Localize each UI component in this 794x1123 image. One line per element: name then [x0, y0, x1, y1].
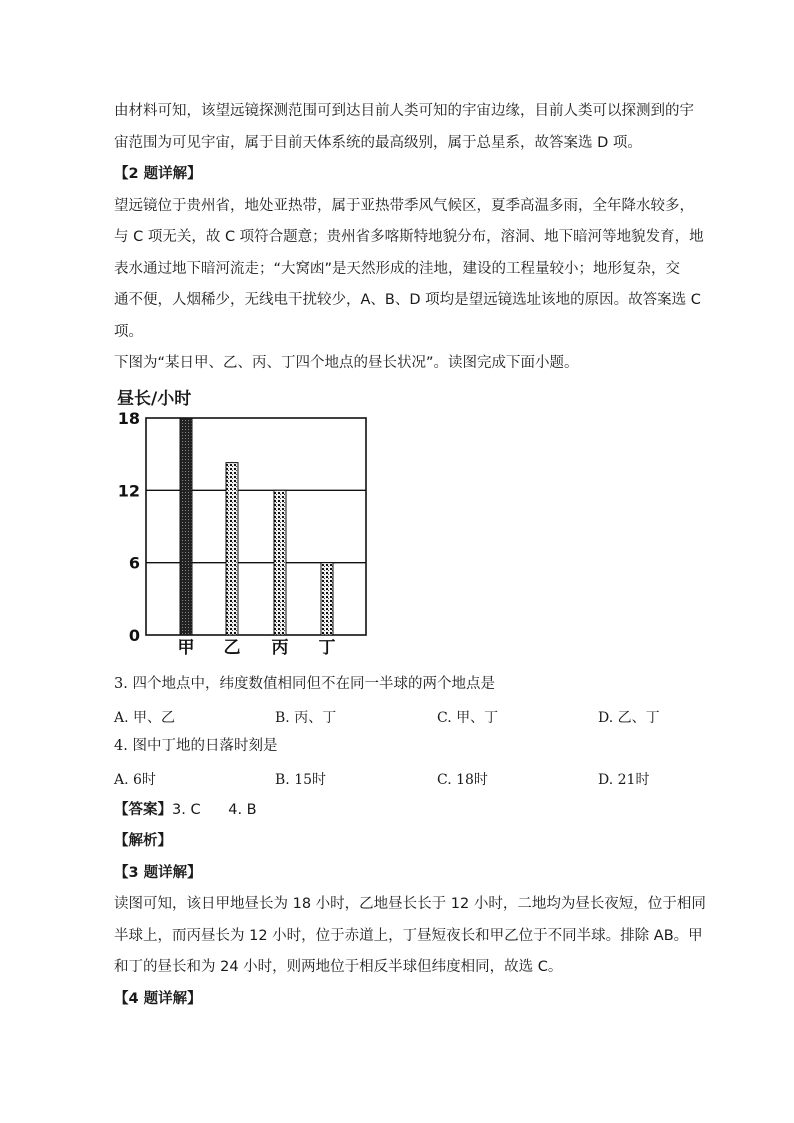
- y-tick-label: 18: [117, 409, 140, 428]
- section-heading: 【4 题详解】: [114, 991, 202, 1007]
- q3-option-d[interactable]: D. 乙、丁: [598, 710, 660, 726]
- paragraph-line: 项。: [114, 324, 143, 340]
- answer-label: 【答案】: [114, 802, 172, 818]
- section-heading: 【3 题详解】: [114, 865, 202, 881]
- question-4-stem: 4. 图中丁地的日落时刻是: [114, 738, 278, 754]
- x-tick-label: 甲: [177, 638, 195, 658]
- paragraph-line: 宙范围为可见宇宙，属于目前天体系统的最高级别，属于总星系，故答案选 D 项。: [114, 135, 642, 151]
- analysis-heading: 【解析】: [114, 833, 172, 849]
- answer-text: 3. C 4. B: [172, 802, 257, 818]
- paragraph-line: 与 C 项无关，故 C 项符合题意；贵州省多喀斯特地貌分布，溶洞、地下暗河等地貌发育，地: [114, 229, 704, 245]
- paragraph-line: 半球上，而丙昼长为 12 小时，位于赤道上，丁昼短夜长和甲乙位于不同半球。排除 AB。甲: [114, 928, 703, 944]
- bar-丁: [321, 563, 333, 635]
- x-tick-label: 乙: [223, 638, 241, 658]
- q4-option-a[interactable]: A. 6时: [114, 772, 156, 788]
- q3-option-a[interactable]: A. 甲、乙: [114, 710, 176, 726]
- paragraph-line: 通不便，人烟稀少，无线电干扰较少，A、B、D 项均是望远镜选址该地的原因。故答案选 C: [114, 292, 701, 308]
- answer-line: [114, 795, 684, 826]
- q3-option-b[interactable]: B. 丙、丁: [275, 710, 337, 726]
- paragraph-line: 读图可知，该日甲地昼长为 18 小时，乙地昼长长于 12 小时，二地均为昼长夜短，位于相同: [114, 896, 706, 912]
- chart-title: 昼长/小时: [117, 389, 192, 409]
- q3-option-c[interactable]: C. 甲、丁: [437, 710, 499, 726]
- bar-丙: [274, 490, 286, 635]
- q4-option-c[interactable]: C. 18时: [437, 772, 488, 788]
- q4-option-b[interactable]: B. 15时: [275, 772, 327, 788]
- paragraph-line: 和丁的昼长和为 24 小时，则两地位于相反半球但纬度相同，故选 C。: [114, 959, 563, 975]
- y-tick-label: 6: [128, 553, 140, 573]
- paragraph-line: 由材料可知，该望远镜探测范围可到达目前人类可知的宇宙边缘，目前人类可以探测到的宇: [114, 103, 694, 119]
- x-tick-label: 丙: [271, 638, 289, 658]
- question-3-stem: 3. 四个地点中，纬度数值相同但不在同一半球的两个地点是: [114, 676, 495, 692]
- x-tick-label: 丁: [318, 638, 336, 658]
- question-intro: 下图为“某日甲、乙、丙、丁四个地点的昼长状况”。读图完成下面小题。: [114, 355, 579, 371]
- bar-甲: [180, 418, 192, 635]
- paragraph-line: 表水通过地下暗河流走；“大窝凼”是天然形成的洼地，建设的工程量较小；地形复杂，交: [114, 261, 681, 277]
- day-length-bar-chart: [110, 408, 370, 658]
- section-heading: 【2 题详解】: [114, 166, 202, 182]
- y-tick-label: 12: [117, 481, 140, 501]
- bar-乙: [226, 463, 238, 635]
- paragraph-line: 望远镜位于贵州省，地处亚热带，属于亚热带季风气候区，夏季高温多雨，全年降水较多，: [114, 198, 694, 214]
- q4-option-d[interactable]: D. 21时: [598, 772, 650, 788]
- y-tick-label: 0: [128, 626, 140, 645]
